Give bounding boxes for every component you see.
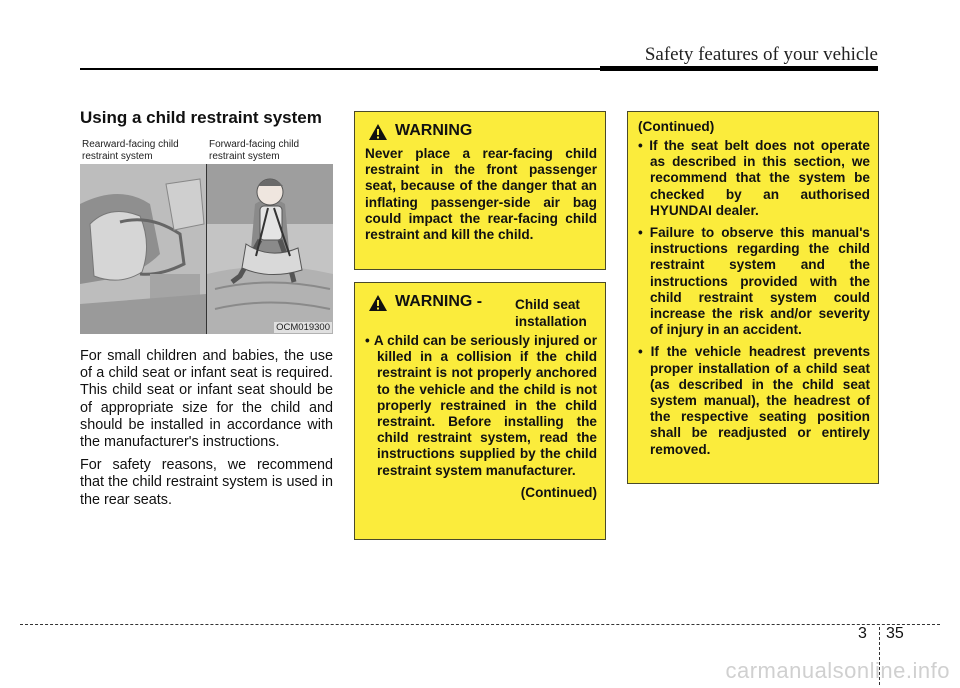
warning-bullet: • A child can be seriously injured or killed in a collision if the child restraint is not properly anchored to the vehicle and the child is not properly restrained in the child restraint. Before installing the child restraint system, read the instructions supplied by the child restraint system manufacturer. — [365, 333, 597, 478]
chapter-number: 3 — [858, 625, 867, 642]
watermark: carmanualsonline.info — [725, 658, 950, 683]
continued-label: (Continued) — [638, 119, 715, 134]
caption-forward: Forward-facing child restraint system — [209, 139, 300, 162]
caption-rearward: Rearward-facing child restraint system — [82, 139, 179, 162]
header-accent-bar — [600, 66, 878, 71]
child-seat-figure — [80, 134, 333, 334]
running-header: Safety features of your vehicle — [644, 44, 878, 65]
body-text — [80, 348, 333, 515]
warning-label: WARNING — [395, 122, 473, 139]
warning-bullet: • If the seat belt does not operate as described in this section, we recommend that the system be checked by an authorised HYUNDAI dealer. — [638, 138, 870, 218]
warning-subtitle-line1: Child seat — [515, 297, 580, 312]
warning-label: WARNING - — [395, 293, 483, 310]
warning-bullet: • Failure to observe this manual's instructions regarding the child restraint system and the instructions provided with the child restraint system could increase the risk and/or severity of injury in an accident. — [638, 225, 870, 338]
warning-triangle-icon — [369, 124, 387, 140]
warning-box-rear-facing — [354, 111, 606, 270]
warning-subtitle-line2: installation — [515, 314, 587, 329]
body-paragraph: For small children and babies, the use of a child seat or infant seat is required. This child seat or infant seat should be of appropriate size for the child and should be installed in accordance with the manufacturer's instructions. — [80, 348, 333, 451]
warning-box-installation — [354, 282, 606, 540]
warning-text: Never place a rear-facing child restraint in the front passenger seat, because of the danger that an inflating passenger-side air bag could impact the rear-facing child restraint and kill the child. — [365, 146, 597, 243]
section-title: Using a child restraint system — [80, 108, 322, 127]
warning-bullet: • If the vehicle headrest prevents proper installation of a child seat (as described in the child seat system manual), the headrest of the respective seating position shall be readjusted or entirely removed. — [638, 344, 870, 457]
figure-code: OCM019300 — [276, 322, 330, 333]
warning-subtitle — [515, 296, 587, 330]
body-paragraph: For safety reasons, we recommend that the child restraint system is used in the rear seats. — [80, 457, 333, 508]
child-seat-illustration — [80, 164, 333, 334]
page-number: 35 — [886, 625, 904, 642]
continued-label: (Continued) — [520, 484, 597, 500]
warning-triangle-icon — [369, 295, 387, 311]
footer-rule — [20, 624, 940, 625]
warning-box-continued — [627, 111, 879, 484]
